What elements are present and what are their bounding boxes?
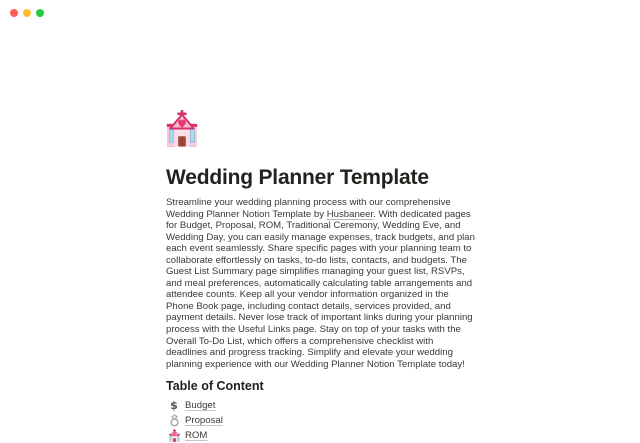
toc-list: [166, 398, 475, 443]
zoom-window-button[interactable]: [36, 9, 44, 17]
toc-item-rom[interactable]: [166, 428, 475, 443]
page-content: [166, 110, 475, 443]
wedding-church-icon[interactable]: [166, 110, 198, 147]
toc-item-label: Proposal: [185, 415, 223, 427]
minimize-window-button[interactable]: [23, 9, 31, 17]
ring-icon: [168, 414, 180, 427]
page-description: [166, 197, 475, 370]
toc-item-proposal[interactable]: [166, 413, 475, 428]
window-controls: [10, 9, 44, 17]
toc-item-label: ROM: [185, 430, 208, 442]
toc-heading: Table of Content: [166, 379, 264, 394]
toc-item-budget[interactable]: [166, 398, 475, 413]
husbaneer-link[interactable]: Husbaneer: [326, 208, 374, 220]
dollar-icon: $: [170, 399, 178, 413]
description-text-before: Streamline your wedding planning process with our comprehensive Wedding Planner Notion Template by: [166, 197, 451, 220]
close-window-button[interactable]: [10, 9, 18, 17]
church-icon: [168, 429, 180, 442]
page-title: Wedding Planner Template: [166, 166, 429, 189]
toc-item-label: Budget: [185, 400, 216, 412]
description-text-after: . With dedicated pages for Budget, Proposal, ROM, Traditional Ceremony, Wedding Eve, and Wedding Day, you can easily manage expenses, track budgets, and plan each event seamlessly. Share specific pages with your planning team to collaborate effortlessly on tasks, to-do lists, contacts, and budgets. The Guest List Summary page simplifies managing your guest list, RSVPs, and meal preferences, automatically calculating table arrangements and attendee counts. Keep all your vendor information organized in the Phone Book page, including contact details, services provided, and payment details. Never lose track of important links during your planning process with the Useful Links page. Stay on top of your tasks with the Overall To-Do List, which offers a comprehensive checklist with deadlines and progress tracking. Simplify and elevate your wedding planning experience with our Wedding Planner Notion Template today!: [166, 208, 475, 370]
